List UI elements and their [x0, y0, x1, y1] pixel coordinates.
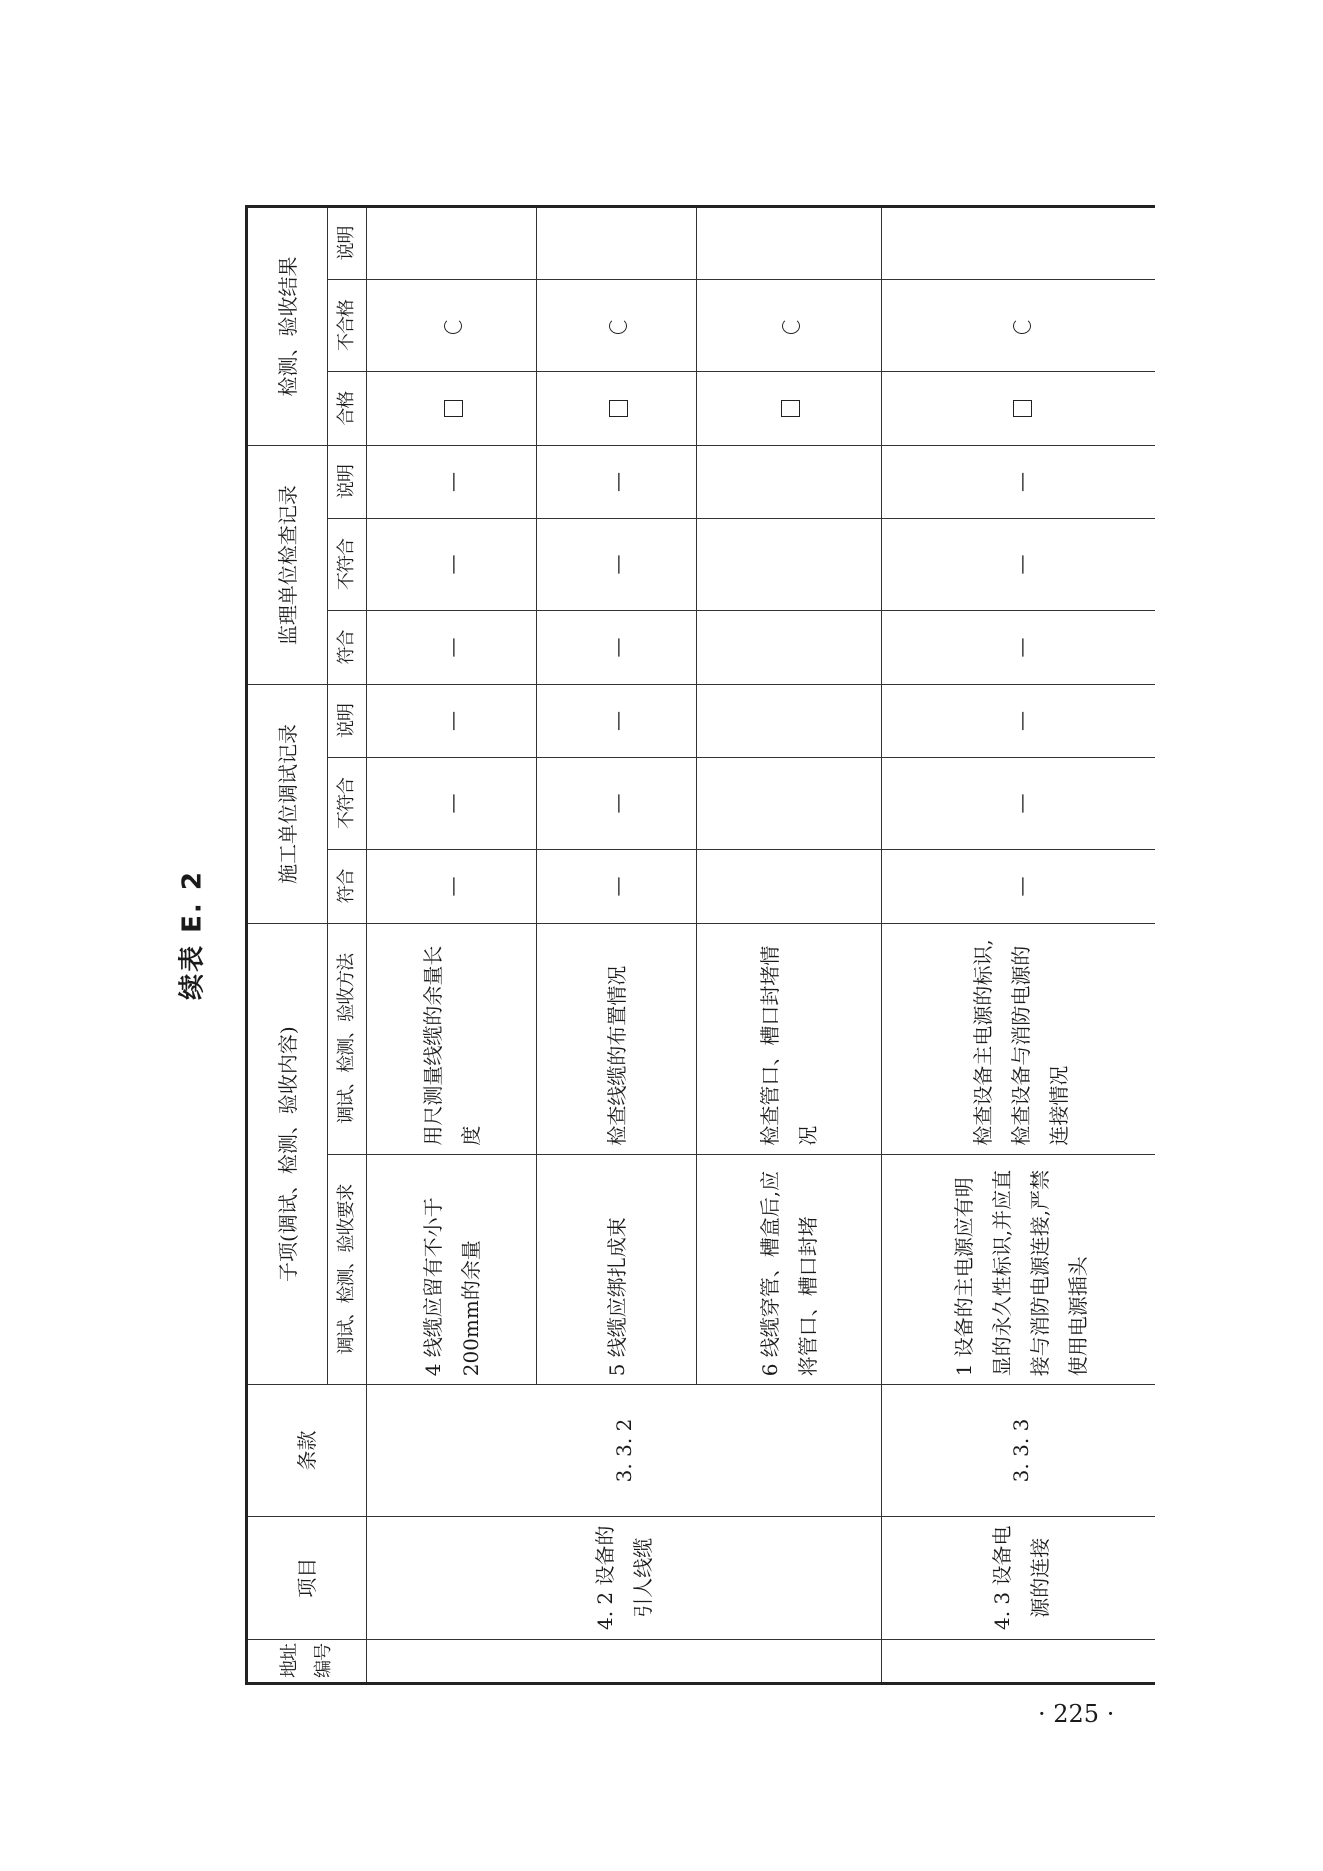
address-no-cell	[367, 1639, 882, 1683]
header-fail: 不合格	[328, 280, 367, 372]
method-cell: 用尺测量线缆的余量长度	[367, 924, 537, 1155]
sup-nonconform-cell: —	[367, 518, 537, 610]
item-cell: 4. 3 设备电源的连接	[882, 1516, 1155, 1639]
fail-checkbox[interactable]	[782, 318, 800, 334]
header-cons-nonconform: 不符合	[328, 757, 367, 849]
sup-nonconform-cell: —	[882, 518, 1155, 610]
result-note-cell[interactable]	[882, 207, 1155, 280]
header-cons-conform: 符合	[328, 849, 367, 923]
requirement-cell: 6 线缆穿管、槽盒后,应将管口、槽口封堵	[697, 1154, 882, 1385]
header-item: 项目	[247, 1516, 367, 1639]
fail-checkbox[interactable]	[1013, 318, 1031, 334]
pass-checkbox[interactable]	[1013, 400, 1032, 417]
header-result-note: 说明	[328, 207, 367, 280]
pass-checkbox[interactable]	[609, 400, 628, 417]
address-no-cell	[882, 1639, 1155, 1683]
sup-conform-cell	[697, 610, 882, 684]
pass-checkbox-cell[interactable]	[882, 372, 1155, 446]
cons-nonconform-cell	[697, 757, 882, 849]
fail-checkbox-cell[interactable]	[367, 280, 537, 372]
header-address-no: 地址编号	[247, 1639, 367, 1683]
method-cell: 检查线缆的布置情况	[537, 924, 697, 1155]
fail-checkbox[interactable]	[609, 318, 627, 334]
sup-conform-cell: —	[367, 610, 537, 684]
pass-checkbox-cell[interactable]	[697, 372, 882, 446]
sup-note-cell: —	[882, 446, 1155, 519]
header-sup-conform: 符合	[328, 610, 367, 684]
requirement-cell: 4 线缆应留有不小于200mm的余量	[367, 1154, 537, 1385]
cons-nonconform-cell: —	[367, 757, 537, 849]
header-sup-note: 说明	[328, 446, 367, 519]
sup-note-cell: —	[537, 446, 697, 519]
fail-checkbox-cell[interactable]	[882, 280, 1155, 372]
fail-checkbox-cell[interactable]	[697, 280, 882, 372]
cons-note-cell: —	[537, 685, 697, 758]
header-pass: 合格	[328, 372, 367, 446]
sup-nonconform-cell	[697, 518, 882, 610]
cons-nonconform-cell: —	[882, 757, 1155, 849]
method-cell: 检查管口、槽口封堵情况	[697, 924, 882, 1155]
page-title: 续表 E. 2	[177, 870, 208, 1000]
page-number: · 225 ·	[1038, 1700, 1115, 1728]
cons-conform-cell: —	[882, 849, 1155, 923]
header-subitem: 子项(调试、检测、验收内容)	[247, 924, 328, 1385]
header-result: 检测、验收结果	[247, 207, 328, 446]
result-note-cell[interactable]	[537, 207, 697, 280]
table-frame	[245, 205, 1155, 1685]
sup-note-cell: —	[367, 446, 537, 519]
cons-conform-cell: —	[367, 849, 537, 923]
clause-cell: 3. 3. 3	[882, 1385, 1155, 1516]
cons-conform-cell	[697, 849, 882, 923]
inspection-table	[245, 205, 1155, 1685]
result-note-cell[interactable]	[697, 207, 882, 280]
sup-nonconform-cell: —	[537, 518, 697, 610]
header-construction-record: 施工单位调试记录	[247, 685, 328, 924]
cons-conform-cell: —	[537, 849, 697, 923]
sup-note-cell	[697, 446, 882, 519]
fail-checkbox-cell[interactable]	[537, 280, 697, 372]
result-note-cell[interactable]	[367, 207, 537, 280]
cons-note-cell: —	[882, 685, 1155, 758]
header-method: 调试、检测、验收方法	[328, 924, 367, 1155]
header-requirement: 调试、检测、验收要求	[328, 1154, 367, 1385]
method-cell: 检查设备主电源的标识,检查设备与消防电源的连接情况	[882, 924, 1155, 1155]
item-cell: 4. 2 设备的引人线缆	[367, 1516, 882, 1639]
clause-cell: 3. 3. 2	[367, 1385, 882, 1516]
sup-conform-cell: —	[882, 610, 1155, 684]
cons-note-cell	[697, 685, 882, 758]
pass-checkbox[interactable]	[444, 400, 463, 417]
cons-nonconform-cell: —	[537, 757, 697, 849]
fail-checkbox[interactable]	[444, 318, 462, 334]
requirement-cell: 5 线缆应绑扎成束	[537, 1154, 697, 1385]
cons-note-cell: —	[367, 685, 537, 758]
header-clause: 条款	[247, 1385, 367, 1516]
header-cons-note: 说明	[328, 685, 367, 758]
pass-checkbox-cell[interactable]	[367, 372, 537, 446]
header-sup-nonconform: 不符合	[328, 518, 367, 610]
header-supervision-record: 监理单位检查记录	[247, 446, 328, 685]
pass-checkbox-cell[interactable]	[537, 372, 697, 446]
pass-checkbox[interactable]	[781, 400, 800, 417]
requirement-cell: 1 设备的主电源应有明显的永久性标识,并应直接与消防电源连接,严禁使用电源插头	[882, 1154, 1155, 1385]
sup-conform-cell: —	[537, 610, 697, 684]
